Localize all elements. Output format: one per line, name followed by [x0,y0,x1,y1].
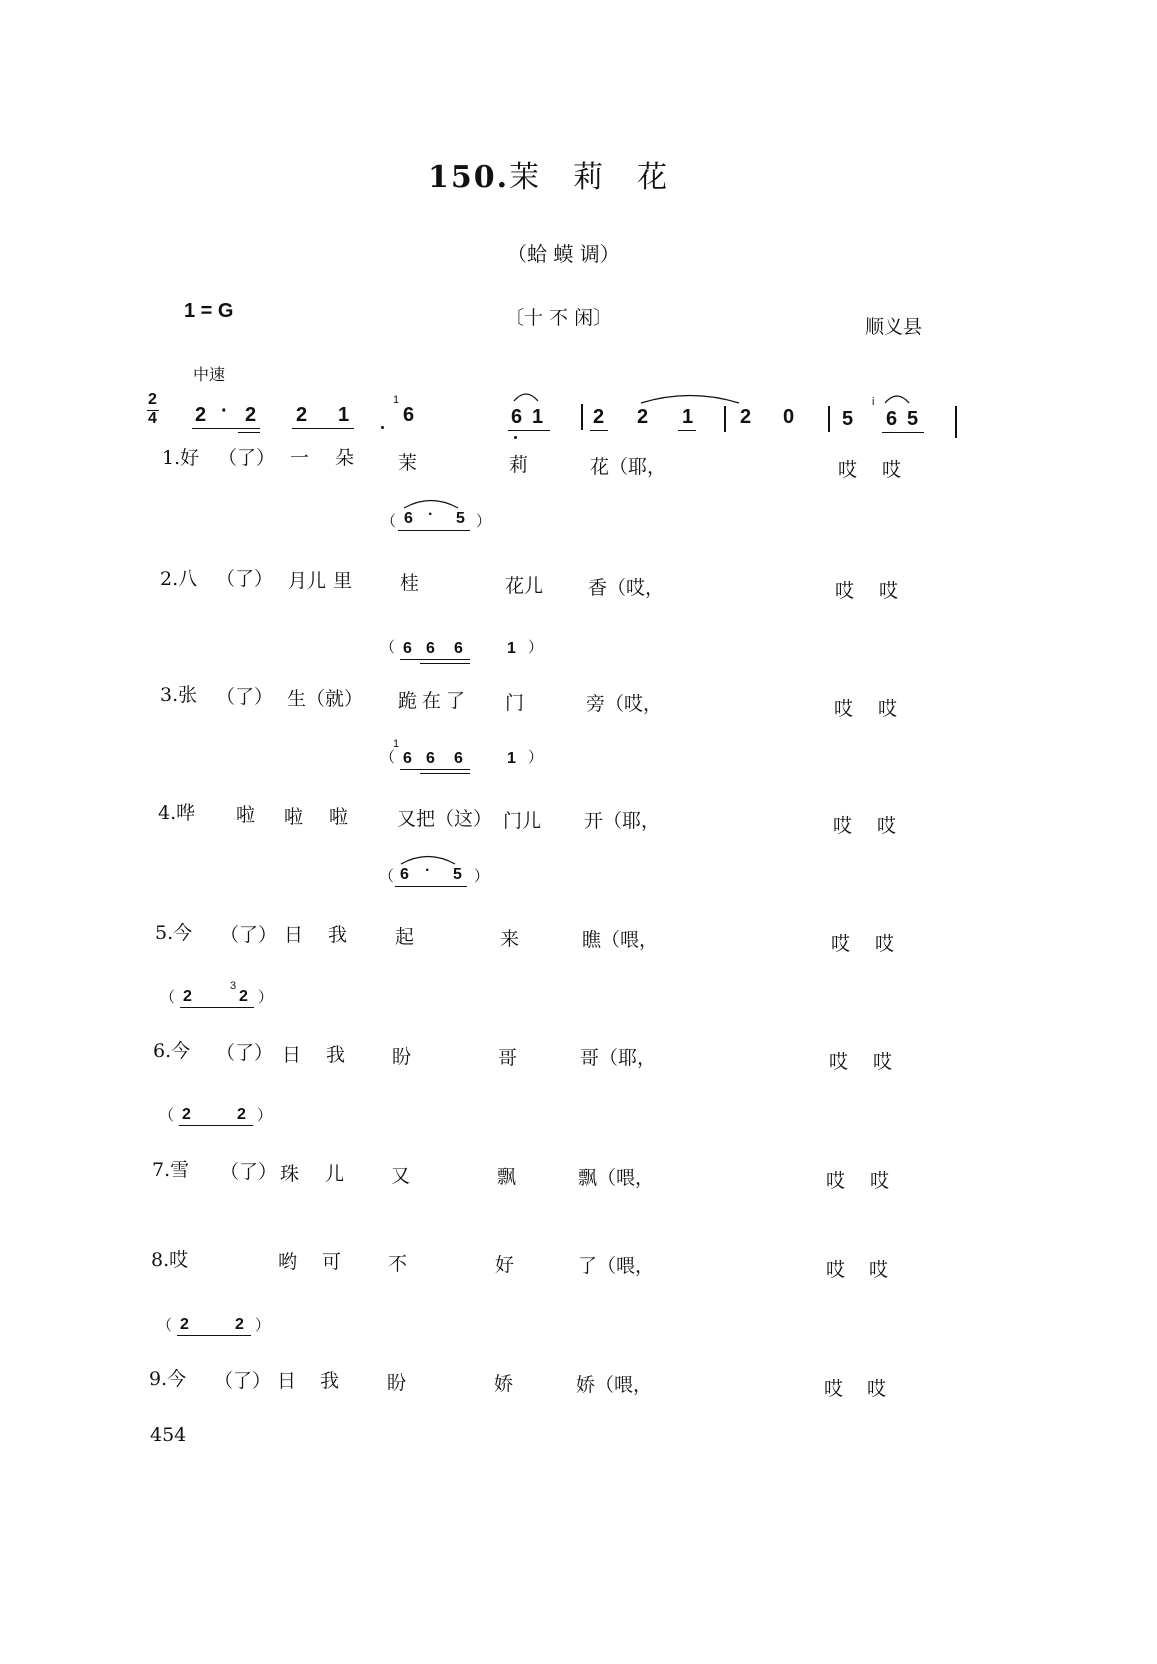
lyric: 珠 [280,1163,300,1185]
underline [420,663,470,664]
lyric: （了） [214,1370,272,1392]
melody-note: 2 [245,404,257,426]
lyric: （了） [220,1161,278,1183]
title-number: 150. [428,160,510,195]
variant-note: 2 [182,1106,191,1123]
slur [513,390,539,402]
tune-name: 〔十 不 闲〕 [505,307,613,329]
lyric: 哎 [870,1170,890,1192]
underline [292,428,354,429]
underline [678,430,696,431]
paren: ） [255,1316,271,1334]
lyric: 哎 [829,1051,849,1073]
lyric: 朵 [335,447,355,469]
lyric: 飘 [497,1166,517,1188]
lyric: 我 [326,1044,346,1066]
bar-line [955,406,957,438]
lyric: 哎 [834,698,854,720]
variant-note: 1 [507,750,516,767]
underline [420,773,470,774]
tempo-marking: 中速 [193,365,226,384]
melody-note: 1 [532,406,544,428]
lyric: 哎 [838,459,858,481]
melody-note: 2 [740,406,752,428]
paren: ） [474,867,490,885]
lyric: 儿 [325,1163,345,1185]
lyric: 日 [284,924,304,946]
lyric: 6.今 [153,1040,191,1062]
paren: （ [157,1316,173,1334]
underline [590,430,608,431]
lyric: 花儿 [505,575,544,597]
paren: ） [257,1106,273,1124]
lyric: 哎 [824,1378,844,1400]
title-word: 花 [637,160,670,195]
melody-note: 1 [338,404,350,426]
paren: （ [380,748,396,766]
lyric: 里 [333,570,353,592]
lyric: （了） [216,568,274,590]
lyric: 哎 [873,1051,893,1073]
paren: （ [160,988,176,1006]
lyric: 哎 [869,1259,889,1281]
lyric: （了） [220,924,278,946]
lyric: 哎 [882,459,902,481]
lyric: 来 [500,928,520,950]
lyric: 3.张 [160,684,198,706]
subtitle: （蛤 蟆 调） [507,242,620,266]
low-octave-dot [514,436,517,439]
lyric: 哎 [826,1170,846,1192]
lyric: 4.哗 [158,802,196,824]
lyric: 哎 [875,933,895,955]
grace-note: 1 [393,394,400,406]
variant-note: 2 [239,988,248,1005]
lyric: 2.八 [160,568,198,590]
variant-note: 2 [235,1316,244,1333]
variant-note: 6 [426,640,435,657]
melody-note: 6 [886,408,898,430]
key-signature: 1 = G [184,300,234,322]
underline [508,430,550,431]
variant-note: 6 [454,640,463,657]
title-word: 茉 [509,160,542,195]
lyric: 花（耶， [590,456,667,478]
lyric: 门 [505,692,525,714]
region-label: 顺义县 [865,316,923,338]
underline [180,1007,254,1008]
lyric: 哎 [835,580,855,602]
variant-note: 6 [403,640,412,657]
lyric: 莉 [509,454,529,476]
lyric: 我 [328,924,348,946]
paren: ） [528,638,544,656]
lyric: 哎 [833,815,853,837]
lyric: 哎 [878,698,898,720]
grace-note: i [872,396,875,408]
variant-note: 6 [403,750,412,767]
underline [238,432,260,433]
lyric: （了） [216,1042,274,1064]
variant-note: 6 [426,750,435,767]
lyric: 哥 [498,1047,518,1069]
lyric: 可 [322,1251,342,1273]
time-signature-top: 2 [148,391,157,408]
melody-note: 6 [403,404,415,426]
page-number: 454 [150,1424,187,1446]
variant-note: 5 [456,510,465,527]
lyric: 瞧（喂， [582,929,659,951]
underline [400,659,470,660]
lyric: 一 [290,447,310,469]
lyric: 茉 [398,452,418,474]
lyric: 盼 [387,1372,407,1394]
underline [882,432,924,433]
lyric: 哥（耶， [580,1047,657,1069]
lyric: 啦 [236,804,256,826]
underline [395,886,467,887]
lyric: 9.今 [149,1368,187,1390]
lyric: 香（哎， [588,577,665,599]
lyric: 日 [282,1044,302,1066]
lyric: 不 [388,1253,408,1275]
title-word: 莉 [573,160,606,195]
melody-rest: 0 [783,406,795,428]
lyric: 起 [395,926,415,948]
melody-note: 5 [842,408,854,430]
lyric: 了（喂， [578,1255,655,1277]
lyric: 月儿 [288,570,327,592]
lyric: 飘（喂， [578,1167,655,1189]
lyric: 啦 [284,806,304,828]
bar-line [581,404,583,430]
variant-note: 1 [507,640,516,657]
paren: ） [258,988,274,1006]
paren: （ [379,867,395,885]
variant-note: 6 [404,510,413,527]
lyric: 娇（喂， [576,1374,653,1396]
variant-note: 2 [183,988,192,1005]
paren: ） [528,748,544,766]
underline [179,1125,253,1126]
underline [192,428,260,429]
lyric: 8.哎 [151,1249,189,1271]
variant-note: 6 [400,866,409,883]
paren: ） [476,512,492,530]
lyric: 门儿 [503,810,542,832]
lyric: 盼 [392,1046,412,1068]
lyric: 1.好 [162,447,200,469]
time-signature-bottom: 4 [148,410,157,427]
lyric: （了） [218,447,276,469]
underline [400,769,470,770]
lyric: 好 [495,1254,515,1276]
underline [177,1335,251,1336]
page-title [428,152,669,196]
variant-note: 2 [237,1106,246,1123]
tie [640,392,740,404]
variant-note: 2 [180,1316,189,1333]
lyric: 哟 [278,1251,298,1273]
lyric: 生（就） [287,688,364,710]
lyric: 旁（哎， [586,693,663,715]
paren: （ [380,638,396,656]
melody-note: 2 [296,404,308,426]
melody-note: 2 [637,406,649,428]
lyric: 哎 [877,815,897,837]
melody-note: 5 [907,408,919,430]
lyric: 跪在了 [398,690,471,712]
lyric: 哎 [826,1259,846,1281]
bar-line [828,406,830,432]
lyric: 桂 [400,572,420,594]
lyric: 开（耶， [584,810,661,832]
melody-note: 2 [593,406,605,428]
lyric: （了） [216,686,274,708]
breath-mark [381,426,384,429]
lyric: 7.雪 [152,1159,190,1181]
paren: （ [159,1106,175,1124]
melody-note: 1 [682,406,694,428]
melody-note: 2 [195,404,207,426]
grace-note: 1 [393,738,400,750]
lyric: 我 [320,1370,340,1392]
lyric: 哎 [831,933,851,955]
lyric: 日 [277,1370,297,1392]
melody-dot: · [221,400,228,422]
grace-note: 3 [230,980,237,992]
variant-dot: · [428,506,434,523]
slur [884,392,910,404]
underline [398,530,470,531]
lyric: 娇 [494,1373,514,1395]
paren: （ [381,512,397,530]
lyric: 哎 [879,580,899,602]
lyric: 啦 [329,806,349,828]
lyric: 5.今 [155,922,193,944]
variant-note: 6 [454,750,463,767]
bar-line [724,406,726,432]
variant-note: 5 [453,866,462,883]
lyric: 又 [391,1165,411,1187]
lyric: 哎 [867,1378,887,1400]
lyric: 又把（这） [397,808,493,830]
melody-note: 6 [511,406,523,428]
variant-dot: · [425,862,431,879]
